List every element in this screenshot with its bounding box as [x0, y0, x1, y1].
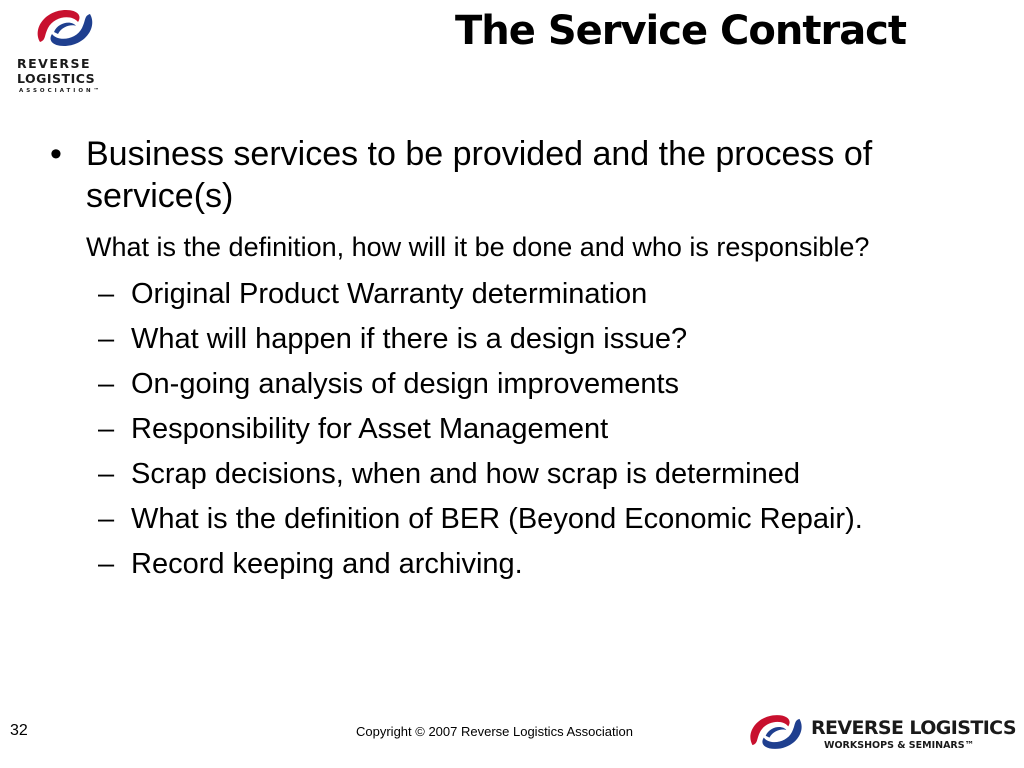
- sub-item: [50, 407, 1010, 452]
- main-bullet-text: Business services to be provided and the process of service(s): [86, 135, 873, 215]
- bullet-icon: •: [50, 135, 62, 173]
- dash-icon: –: [98, 413, 115, 445]
- sub-item: [50, 542, 1010, 587]
- main-bullet: [50, 133, 1010, 217]
- sub-item-text: Responsibility for Asset Management: [131, 413, 609, 445]
- bullet-subtext: What is the definition, how will it be done and who is responsible?: [86, 232, 870, 262]
- association-logo: [14, 6, 114, 98]
- sub-item-text: On-going analysis of design improvements: [131, 368, 680, 400]
- logo-swirl-icon: [32, 6, 98, 50]
- sub-item: [50, 272, 1010, 317]
- sub-item-text: Scrap decisions, when and how scrap is determined: [131, 458, 800, 490]
- sub-item: [50, 452, 1010, 497]
- dash-icon: –: [98, 503, 115, 535]
- dash-icon: –: [98, 458, 115, 490]
- sub-item-list: [50, 272, 1010, 587]
- sub-item: [50, 362, 1010, 407]
- logo-text-reverse: REVERSE: [17, 56, 92, 71]
- slide-title: The Service Contract: [455, 8, 907, 54]
- sub-item-text: What will happen if there is a design issue?: [131, 323, 688, 355]
- sub-item: [50, 497, 1010, 542]
- logo-text-workshops: WORKSHOPS & SEMINARS™: [824, 740, 975, 751]
- sub-item-text: What is the definition of BER (Beyond Economic Repair).: [131, 503, 863, 535]
- workshops-logo: [745, 708, 1016, 758]
- sub-item-text: Record keeping and archiving.: [131, 548, 523, 580]
- sub-item: [50, 317, 1010, 362]
- dash-icon: –: [98, 368, 115, 400]
- sub-item-text: Original Product Warranty determination: [131, 278, 648, 310]
- logo-text-reverse-logistics: REVERSE LOGISTICS: [811, 717, 1016, 739]
- dash-icon: –: [98, 323, 115, 355]
- slide-body: [50, 133, 1010, 587]
- logo-text-association: ASSOCIATION™: [19, 88, 103, 94]
- copyright-notice: Copyright © 2007 Reverse Logistics Association: [356, 724, 633, 739]
- dash-icon: –: [98, 548, 115, 580]
- logo-swirl-icon: [745, 708, 807, 756]
- logo-text-logistics: LOGISTICS: [17, 71, 96, 86]
- page-number: 32: [10, 722, 28, 739]
- dash-icon: –: [98, 278, 115, 310]
